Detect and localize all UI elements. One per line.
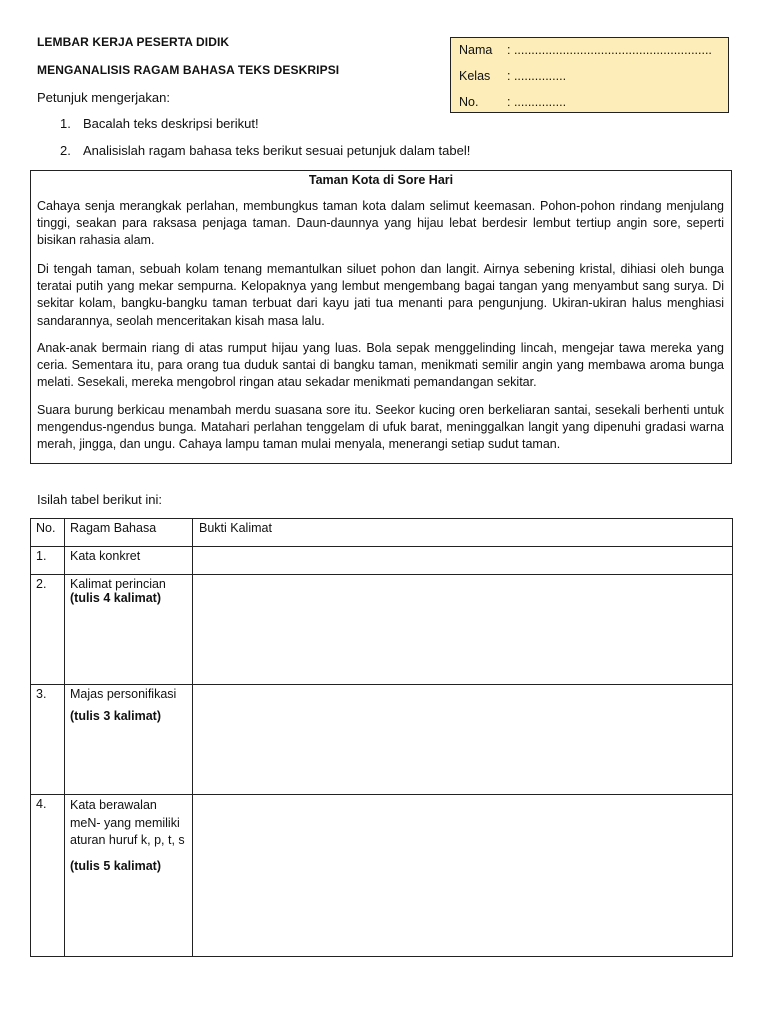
instruction-text: Analisislah ragam bahasa teks berikut sesuai petunjuk dalam tabel! bbox=[83, 143, 471, 158]
row-ragam bbox=[65, 547, 193, 575]
answer-table bbox=[30, 518, 733, 957]
row-number: 1. bbox=[31, 547, 65, 575]
answer-cell[interactable] bbox=[193, 547, 733, 575]
reading-text-box bbox=[30, 170, 732, 464]
identity-row-number bbox=[459, 95, 566, 109]
table-row bbox=[31, 795, 733, 957]
ragam-label: Majas personifikasi bbox=[70, 687, 177, 701]
reading-paragraph: Suara burung berkicau menambah merdu suasana sore itu. Seekor kucing oren berkeliaran santai, sesekali berhenti untuk mengendus-ngendus bunga. Matahari perlahan tenggelam di ufuk barat, meninggalkan langit yang dipenuhi gradasi warna merah, jingga, dan ungu. Cahaya lampu taman mulai menyala, menerangi setiap sudut taman. bbox=[37, 403, 724, 452]
column-header-bukti: Bukti Kalimat bbox=[193, 519, 733, 547]
student-identity-box bbox=[450, 37, 729, 113]
table-row bbox=[31, 547, 733, 575]
reading-title: Taman Kota di Sore Hari bbox=[308, 173, 454, 187]
table-header-row bbox=[31, 519, 733, 547]
instructions-label: Petunjuk mengerjakan: bbox=[37, 90, 170, 105]
row-number: 3. bbox=[31, 685, 65, 795]
answer-cell[interactable] bbox=[193, 685, 733, 795]
class-label: Kelas bbox=[459, 69, 491, 83]
answer-cell[interactable] bbox=[193, 795, 733, 957]
instruction-item bbox=[60, 143, 470, 158]
identity-row-class bbox=[459, 69, 566, 83]
ragam-note: (tulis 5 kalimat) bbox=[70, 858, 161, 873]
column-header-ragam: Ragam Bahasa bbox=[65, 519, 193, 547]
name-field[interactable]: : ......................................................... bbox=[507, 43, 712, 57]
table-instruction: Isilah tabel berikut ini: bbox=[37, 492, 163, 507]
table-row bbox=[31, 685, 733, 795]
page-subtitle: MENGANALISIS RAGAM BAHASA TEKS DESKRIPSI bbox=[37, 63, 340, 77]
reading-paragraph: Di tengah taman, sebuah kolam tenang memantulkan siluet pohon dan langit. Airnya sebening kristal, dihiasi oleh bunga teratai putih yang mekar sempurna. Kelopaknya yang lembut mengembang bagai tangan yang menyambut sang surya. Di sekitar kolam, bangku-bangku taman terbuat dari kayu jati tua menanti para pengunjung. Ukiran-ukiran halus menghiasi sandarannya, seolah menceritakan kisah masa lalu. bbox=[37, 262, 724, 328]
reading-paragraph: Cahaya senja merangkak perlahan, membungkus taman kota dalam selimut keemasan. Pohon-pohon rindang menjulang tinggi, seakan para raksasa penjaga taman. Daun-daunnya yang hijau lebat berdesir lembut tertiup angin sore, seperti bisikan rahasia alam. bbox=[37, 199, 724, 248]
instruction-text: Bacalah teks deskripsi berikut! bbox=[83, 116, 259, 131]
table-row bbox=[31, 575, 733, 685]
ragam-note: (tulis 3 kalimat) bbox=[70, 709, 161, 723]
page-title: LEMBAR KERJA PESERTA DIDIK bbox=[37, 35, 230, 49]
class-field[interactable]: : ............... bbox=[507, 69, 567, 83]
instruction-number: 1. bbox=[60, 116, 71, 131]
row-ragam bbox=[65, 575, 193, 685]
name-label: Nama bbox=[459, 43, 493, 57]
number-label: No. bbox=[459, 95, 479, 109]
row-ragam bbox=[65, 685, 193, 795]
column-header-no: No. bbox=[31, 519, 65, 547]
identity-row-name bbox=[459, 43, 712, 57]
instruction-number: 2. bbox=[60, 143, 71, 158]
reading-paragraph: Anak-anak bermain riang di atas rumput hijau yang luas. Bola sepak menggelinding lincah, mengejar tawa mereka yang ceria. Sementara itu, para orang tua duduk santai di bangku taman, menikmati semilir angin yang membawa aroma bunga melati. Sesekali, mereka mengobrol ringan atau sekadar menikmati pemandangan sekitar. bbox=[37, 341, 724, 390]
row-ragam bbox=[65, 795, 193, 957]
ragam-note: (tulis 4 kalimat) bbox=[70, 591, 161, 605]
number-field[interactable]: : ............... bbox=[507, 95, 567, 109]
ragam-label: Kata konkret bbox=[70, 549, 141, 563]
answer-cell[interactable] bbox=[193, 575, 733, 685]
instruction-item bbox=[60, 116, 259, 131]
ragam-label: Kalimat perincian bbox=[70, 577, 166, 591]
row-number: 4. bbox=[31, 795, 65, 957]
ragam-label: Kata berawalan meN- yang memiliki aturan huruf k, p, t, s bbox=[70, 798, 185, 847]
row-number: 2. bbox=[31, 575, 65, 685]
